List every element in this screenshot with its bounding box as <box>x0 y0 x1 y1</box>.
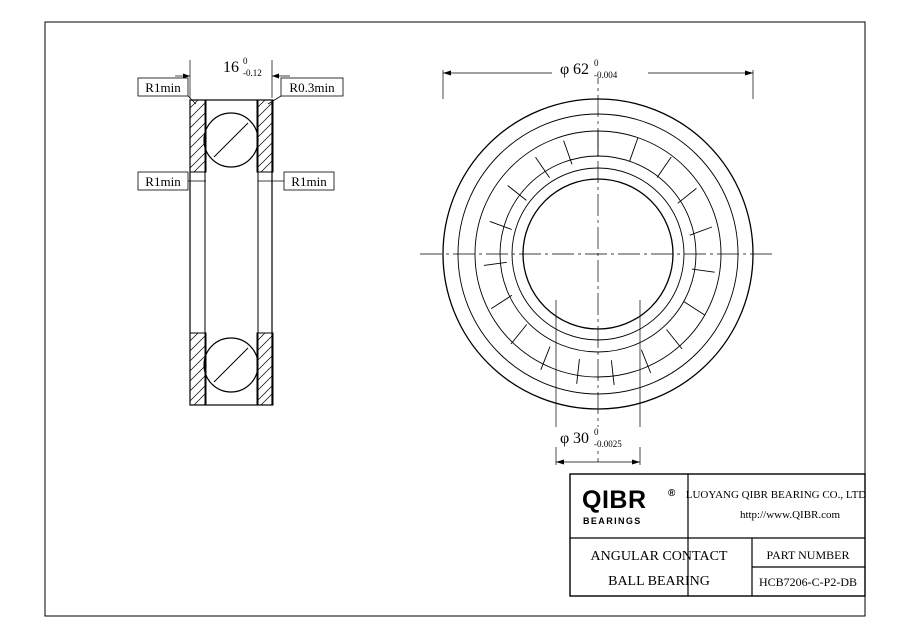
bore-symbol-text: φ <box>560 430 570 447</box>
od-nominal-text: 62 <box>573 61 589 78</box>
width-lower-tol-text: -0.12 <box>243 68 262 78</box>
company-name: LUOYANG QIBR BEARING CO., LTD <box>685 489 867 501</box>
od-symbol-text: φ <box>560 61 570 78</box>
logo-text: QIBR <box>582 486 647 514</box>
title-block <box>570 474 866 596</box>
product-type-line1: ANGULAR CONTACT <box>590 549 728 564</box>
note-r1min-mid-left: R1min <box>145 174 181 189</box>
bore-lower-tol-text: -0.0025 <box>594 439 622 449</box>
bore-nominal-text: 30 <box>573 430 589 447</box>
od-upper-tol-text: 0 <box>594 58 599 68</box>
part-number-value: HCB7206-C-P2-DB <box>758 575 858 589</box>
logo-subtitle: BEARINGS <box>583 516 642 526</box>
note-r1min-mid-right: R1min <box>291 174 327 189</box>
product-type-line2: BALL BEARING <box>608 574 710 589</box>
width-upper-tol-text: 0 <box>243 56 248 66</box>
note-r1min-top-left: R1min <box>145 80 181 95</box>
note-r03min: R0.3min <box>289 80 335 95</box>
part-number-label: PART NUMBER <box>766 548 850 562</box>
logo-registered-icon: ® <box>668 488 676 499</box>
od-lower-tol-text: -0.004 <box>594 70 618 80</box>
bore-upper-tol-text: 0 <box>594 427 599 437</box>
company-website: http://www.QIBR.com <box>739 509 841 521</box>
width-nominal-text: 16 <box>223 59 239 76</box>
